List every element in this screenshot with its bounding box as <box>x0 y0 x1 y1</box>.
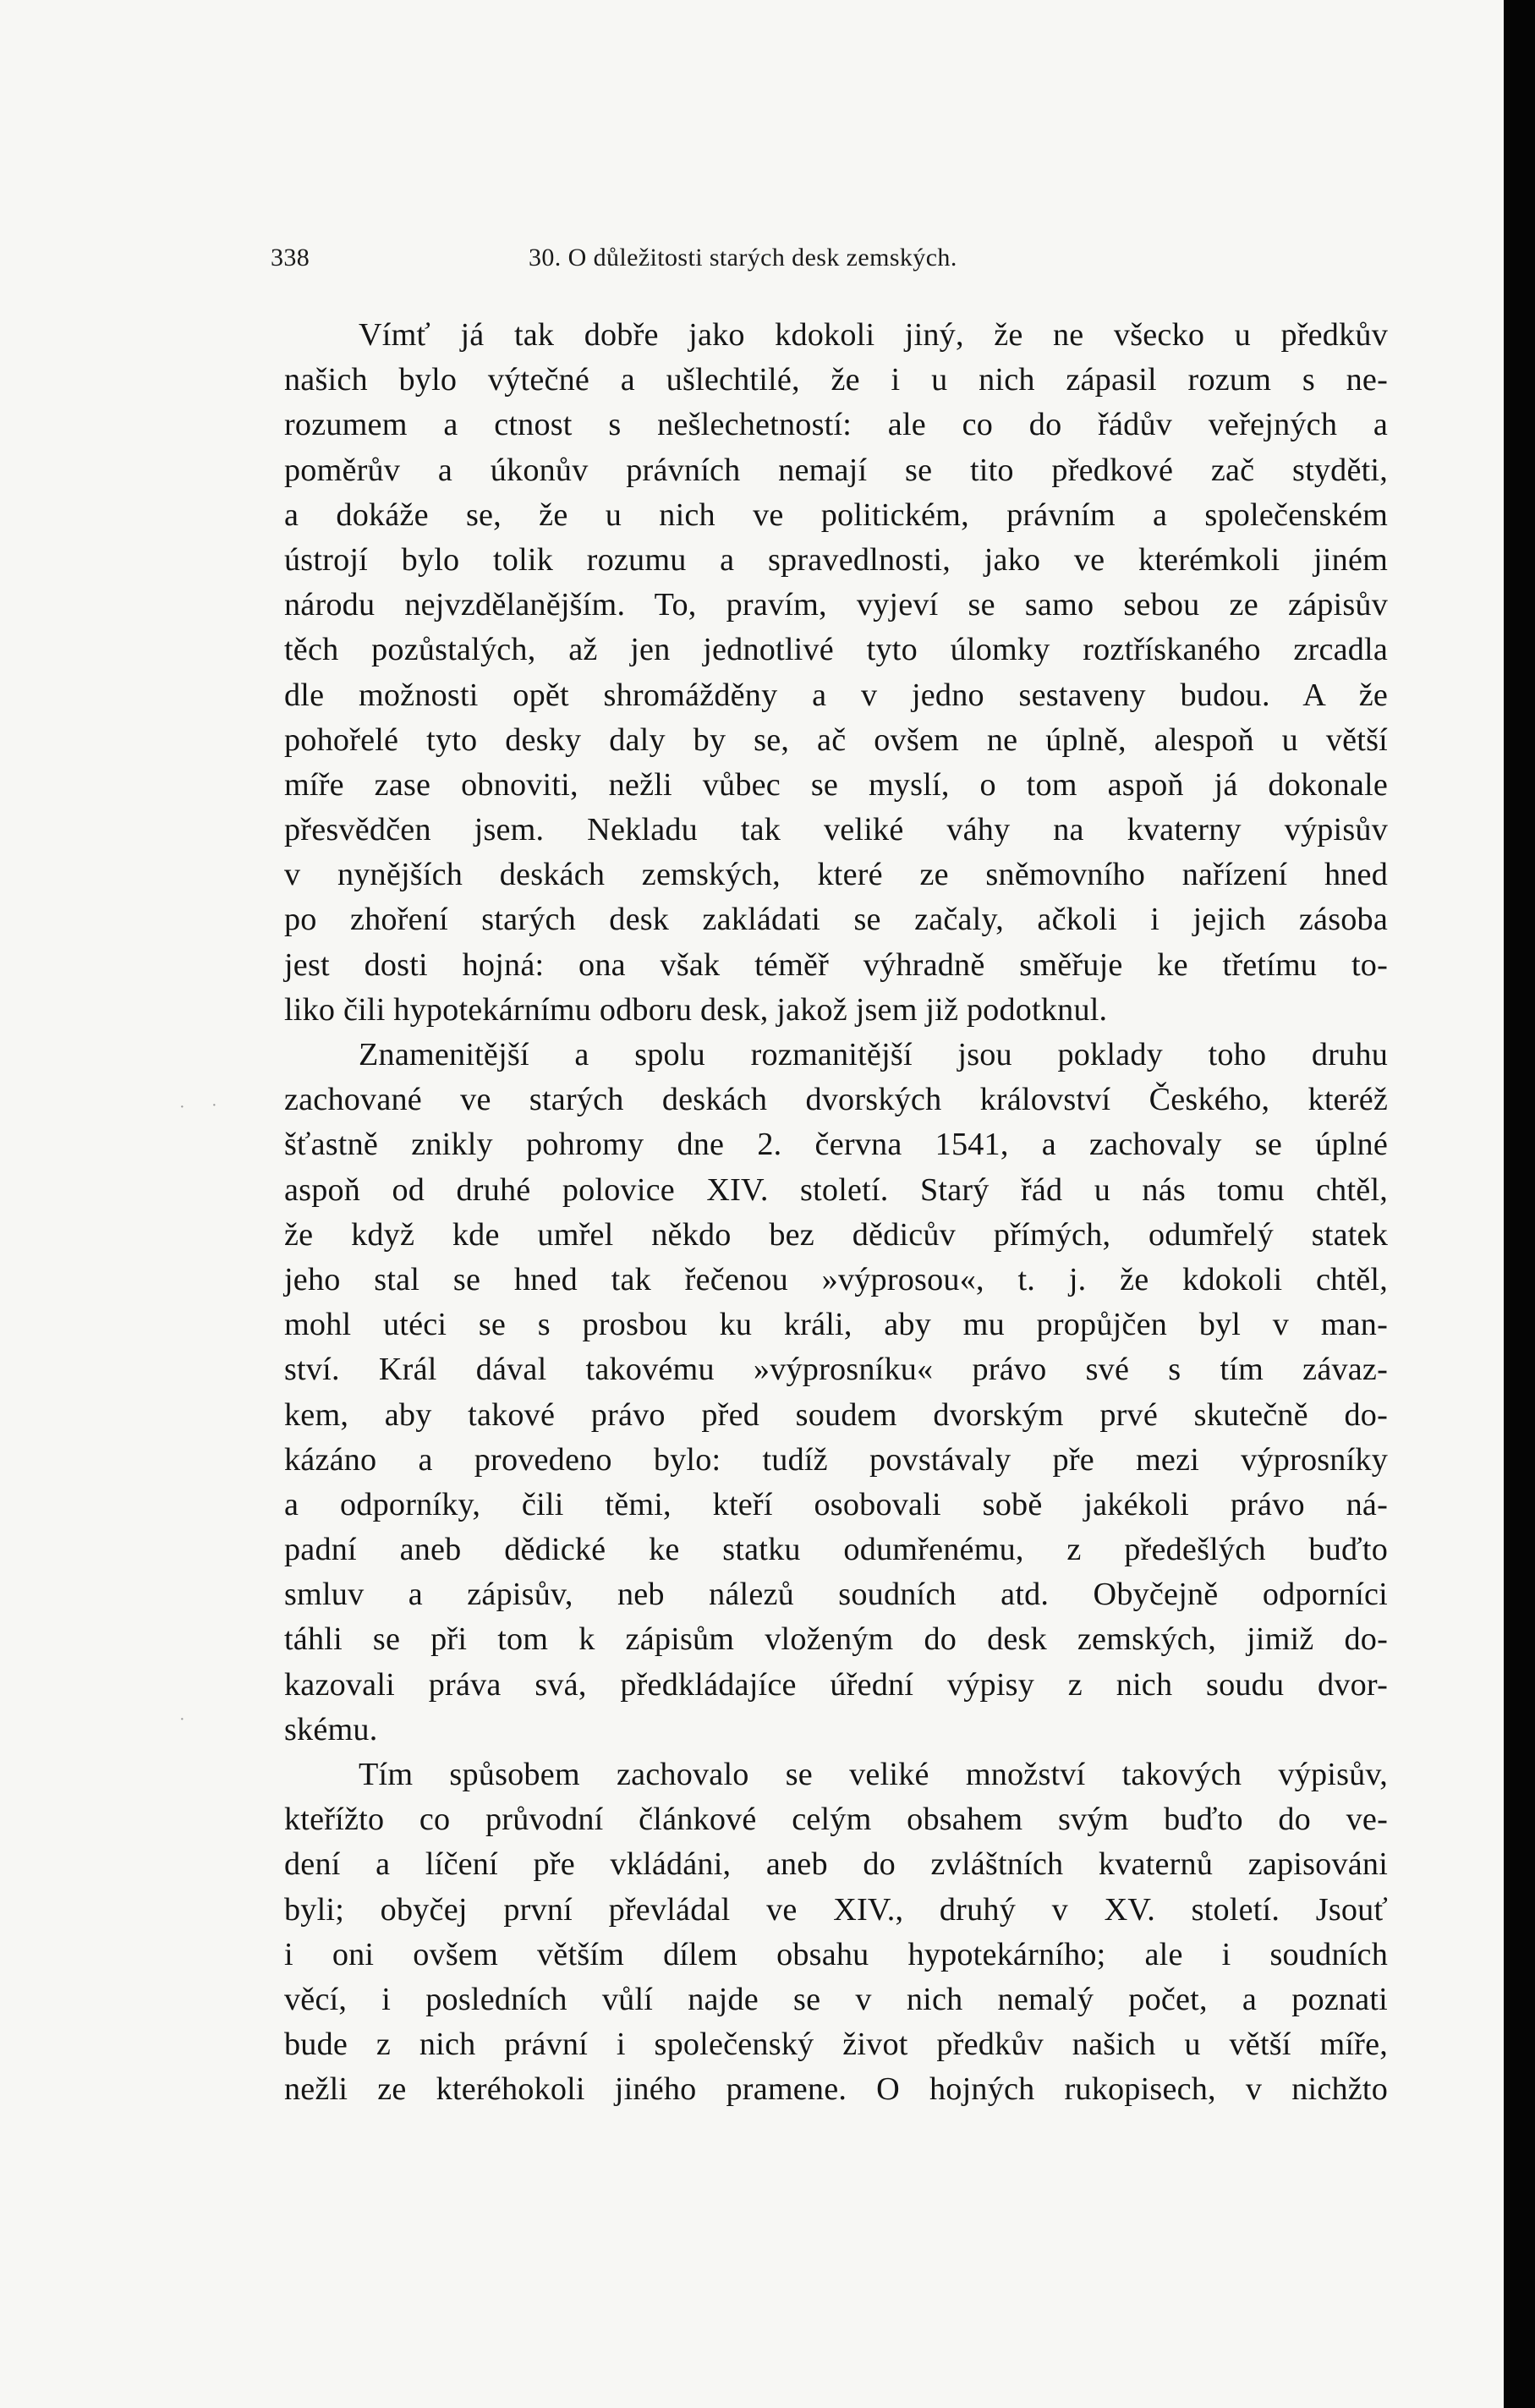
text-line: nežli ze kteréhokoli jiného pramene. O hojných rukopisech, v nichžto <box>284 2071 1388 2108</box>
text-line: v nynějších deskách zemských, které ze sněmovního nařízení hned <box>284 857 1388 893</box>
text-line: poměrův a úkonův právních nemají se tito předkové zač styděti, <box>284 452 1388 488</box>
text-line: kem, aby takové právo před soudem dvorským prvé skutečně do- <box>284 1396 1388 1433</box>
text-line: národu nejvzdělanějším. To, pravím, vyjeví se samo sebou ze zápisův <box>284 587 1388 623</box>
text-line: kteřížto co průvodní článkové celým obsahem svým buďto do ve- <box>284 1802 1388 1838</box>
text-line: Tím spůsobem zachovalo se veliké množství takových výpisův, <box>359 1757 1388 1792</box>
text-line: ústrojí bylo tolik rozumu a spravedlnosti, jako ve kterémkoli jiném <box>284 541 1388 578</box>
text-line: jest dosti hojná: ona však téměř výhradně směřuje ke třetímu to- <box>284 946 1388 983</box>
text-line: pohořelé tyto desky daly by se, ač ovšem ne úplně, alespoň u větší <box>284 721 1388 758</box>
scan-border <box>1504 0 1535 2408</box>
text-line: po zhoření starých desk zakládati se začaly, ačkoli i jejich zásoba <box>284 902 1388 938</box>
text-line: padní aneb dědické ke statku odumřenému, z předešlých buďto <box>284 1532 1388 1568</box>
scan-speck: · <box>211 1096 217 1115</box>
text-line: dle možnosti opět shromážděny a v jedno sestaveny budou. A že <box>284 677 1388 713</box>
text-line: a dokáže se, že u nich ve politickém, právním a společenském <box>284 496 1388 533</box>
text-line: že když kde umřel někdo bez dědicův přímých, odumřelý statek <box>284 1216 1388 1253</box>
text-line: skému. <box>284 1711 378 1747</box>
text-line: ství. Král dával takovému »výprosníku« právo své s tím závaz- <box>284 1352 1388 1388</box>
text-line: Znamenitější a spolu rozmanitější jsou poklady toho druhu <box>359 1037 1388 1072</box>
text-line: táhli se při tom k zápisům vloženým do desk zemských, jimiž do- <box>284 1621 1388 1658</box>
page-number: 338 <box>271 244 310 272</box>
body-text <box>284 313 1388 2113</box>
running-title: 30. O důležitosti starých desk zemských. <box>529 244 957 272</box>
text-line: zachované ve starých deskách dvorských království Českého, kteréž <box>284 1082 1388 1118</box>
page-header <box>271 244 1387 281</box>
text-line: přesvědčen jsem. Nekladu tak veliké váhy na kvaterny výpisův <box>284 812 1388 848</box>
text-line: i oni ovšem větším dílem obsahu hypotekárního; ale i soudních <box>284 1936 1388 1972</box>
text-line: mohl utéci se s prosbou ku králi, aby mu propůjčen byl v man- <box>284 1307 1388 1343</box>
text-line: bude z nich právní i společenský život předkův našich u větší míře, <box>284 2027 1388 2063</box>
text-line: kazovali práva svá, předkládajíce úřední výpisy z nich soudu dvor- <box>284 1666 1388 1703</box>
text-line: smluv a zápisův, neb nálezů soudních atd. Obyčejně odporníci <box>284 1577 1388 1613</box>
scan-speck: · <box>179 1710 185 1729</box>
text-line: těch pozůstalých, až jen jednotlivé tyto úlomky roztřískaného zrcadla <box>284 632 1388 668</box>
text-line: byli; obyčej první převládal ve XIV., druhý v XV. století. Jsouť <box>284 1891 1388 1928</box>
text-line: liko čili hypotekárnímu odboru desk, jakož jsem již podotknul. <box>284 991 1108 1028</box>
text-line: aspoň od druhé polovice XIV. století. Starý řád u nás tomu chtěl, <box>284 1171 1388 1208</box>
scan-speck: · <box>179 1098 185 1116</box>
text-line: kázáno a provedeno bylo: tudíž povstávaly pře mezi výprosníky <box>284 1441 1388 1478</box>
text-line: jeho stal se hned tak řečenou »výprosou«, t. j. že kdokoli chtěl, <box>284 1261 1388 1297</box>
text-line: míře zase obnoviti, nežli vůbec se myslí, o tom aspoň já dokonale <box>284 766 1388 803</box>
text-line: věcí, i posledních vůlí najde se v nich nemalý počet, a poznati <box>284 1981 1388 2017</box>
text-line: a odporníky, čili těmi, kteří osobovali sobě jakékoli právo ná- <box>284 1486 1388 1522</box>
text-line: dení a líčení pře vkládáni, aneb do zvláštních kvaternů zapisováni <box>284 1846 1388 1883</box>
text-line: šťastně znikly pohromy dne 2. června 1541, a zachovaly se úplné <box>284 1127 1388 1163</box>
text-line: Vímť já tak dobře jako kdokoli jiný, že ne všecko u předkův <box>359 317 1388 353</box>
text-line: rozumem a ctnost s nešlechetností: ale co do řádův veřejných a <box>284 407 1388 443</box>
text-line: našich bylo výtečné a ušlechtilé, že i u nich zápasil rozum s ne- <box>284 362 1388 398</box>
